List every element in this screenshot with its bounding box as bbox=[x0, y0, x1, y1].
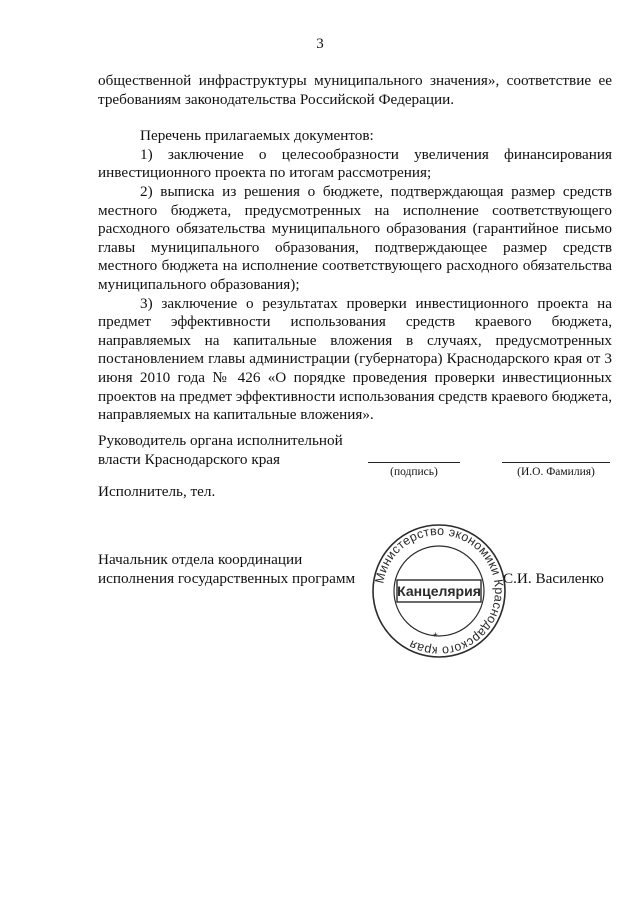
head-title-line-1: Руководитель органа исполнительной bbox=[98, 432, 343, 449]
office-stamp bbox=[371, 523, 507, 659]
footer-title bbox=[98, 551, 355, 588]
executor-line: Исполнитель, тел. bbox=[98, 483, 216, 500]
name-line bbox=[502, 462, 610, 463]
stamp-center-text: Канцелярия bbox=[397, 583, 481, 599]
document-body bbox=[98, 72, 612, 425]
stamp-star: * bbox=[433, 630, 438, 644]
signature-line bbox=[368, 462, 460, 463]
attachment-item-3: 3) заключение о результатах проверки инвестиционного проекта на предмет эффективности использования средств краевого бюджета, направляемых на капитальные вложения в случаях, предусмотренных постановлением главы администрации (губернатора) Краснодарского края от 3 июня 2010 года № 426 «О порядке проведения проверки инвестиционных проектов на предмет эффективности использования средств краевого бюджета, направляемых на капитальные вложения». bbox=[98, 294, 613, 424]
signature-caption: (подпись) bbox=[390, 466, 438, 478]
attachment-item-1: 1) заключение о целесообразности увеличения финансирования инвестиционного проекта по итогам рассмотрения; bbox=[98, 145, 612, 182]
name-caption: (И.О. Фамилия) bbox=[517, 466, 595, 478]
head-title-line-2: власти Краснодарского края bbox=[98, 450, 281, 468]
footer-name: С.И. Василенко bbox=[503, 570, 604, 587]
footer-title-line-2: исполнения государственных программ bbox=[98, 569, 356, 587]
attachment-item-2: 2) выписка из решения о бюджете, подтверждающая размер средств местного бюджета, предусмотренных на исполнение соответствующего расходного обязательства муниципального образования (гарантийное письмо главы муниципального образования, подтверждающее размер средств местного бюджета на исполнение соответствующего расходного обязательства муниципального образования); bbox=[98, 182, 612, 293]
paragraph-continuation: общественной инфраструктуры муниципального значения», соответствие ее требованиям законодательства Российской Федерации. bbox=[98, 72, 612, 108]
head-title bbox=[98, 432, 343, 469]
stamp-ring-text: Министерство экономики Краснодарского края bbox=[372, 523, 507, 659]
page-number: 3 bbox=[316, 36, 324, 52]
footer-title-line-1: Начальник отдела координации bbox=[98, 551, 303, 568]
attachments-intro: Перечень прилагаемых документов: bbox=[140, 127, 374, 145]
